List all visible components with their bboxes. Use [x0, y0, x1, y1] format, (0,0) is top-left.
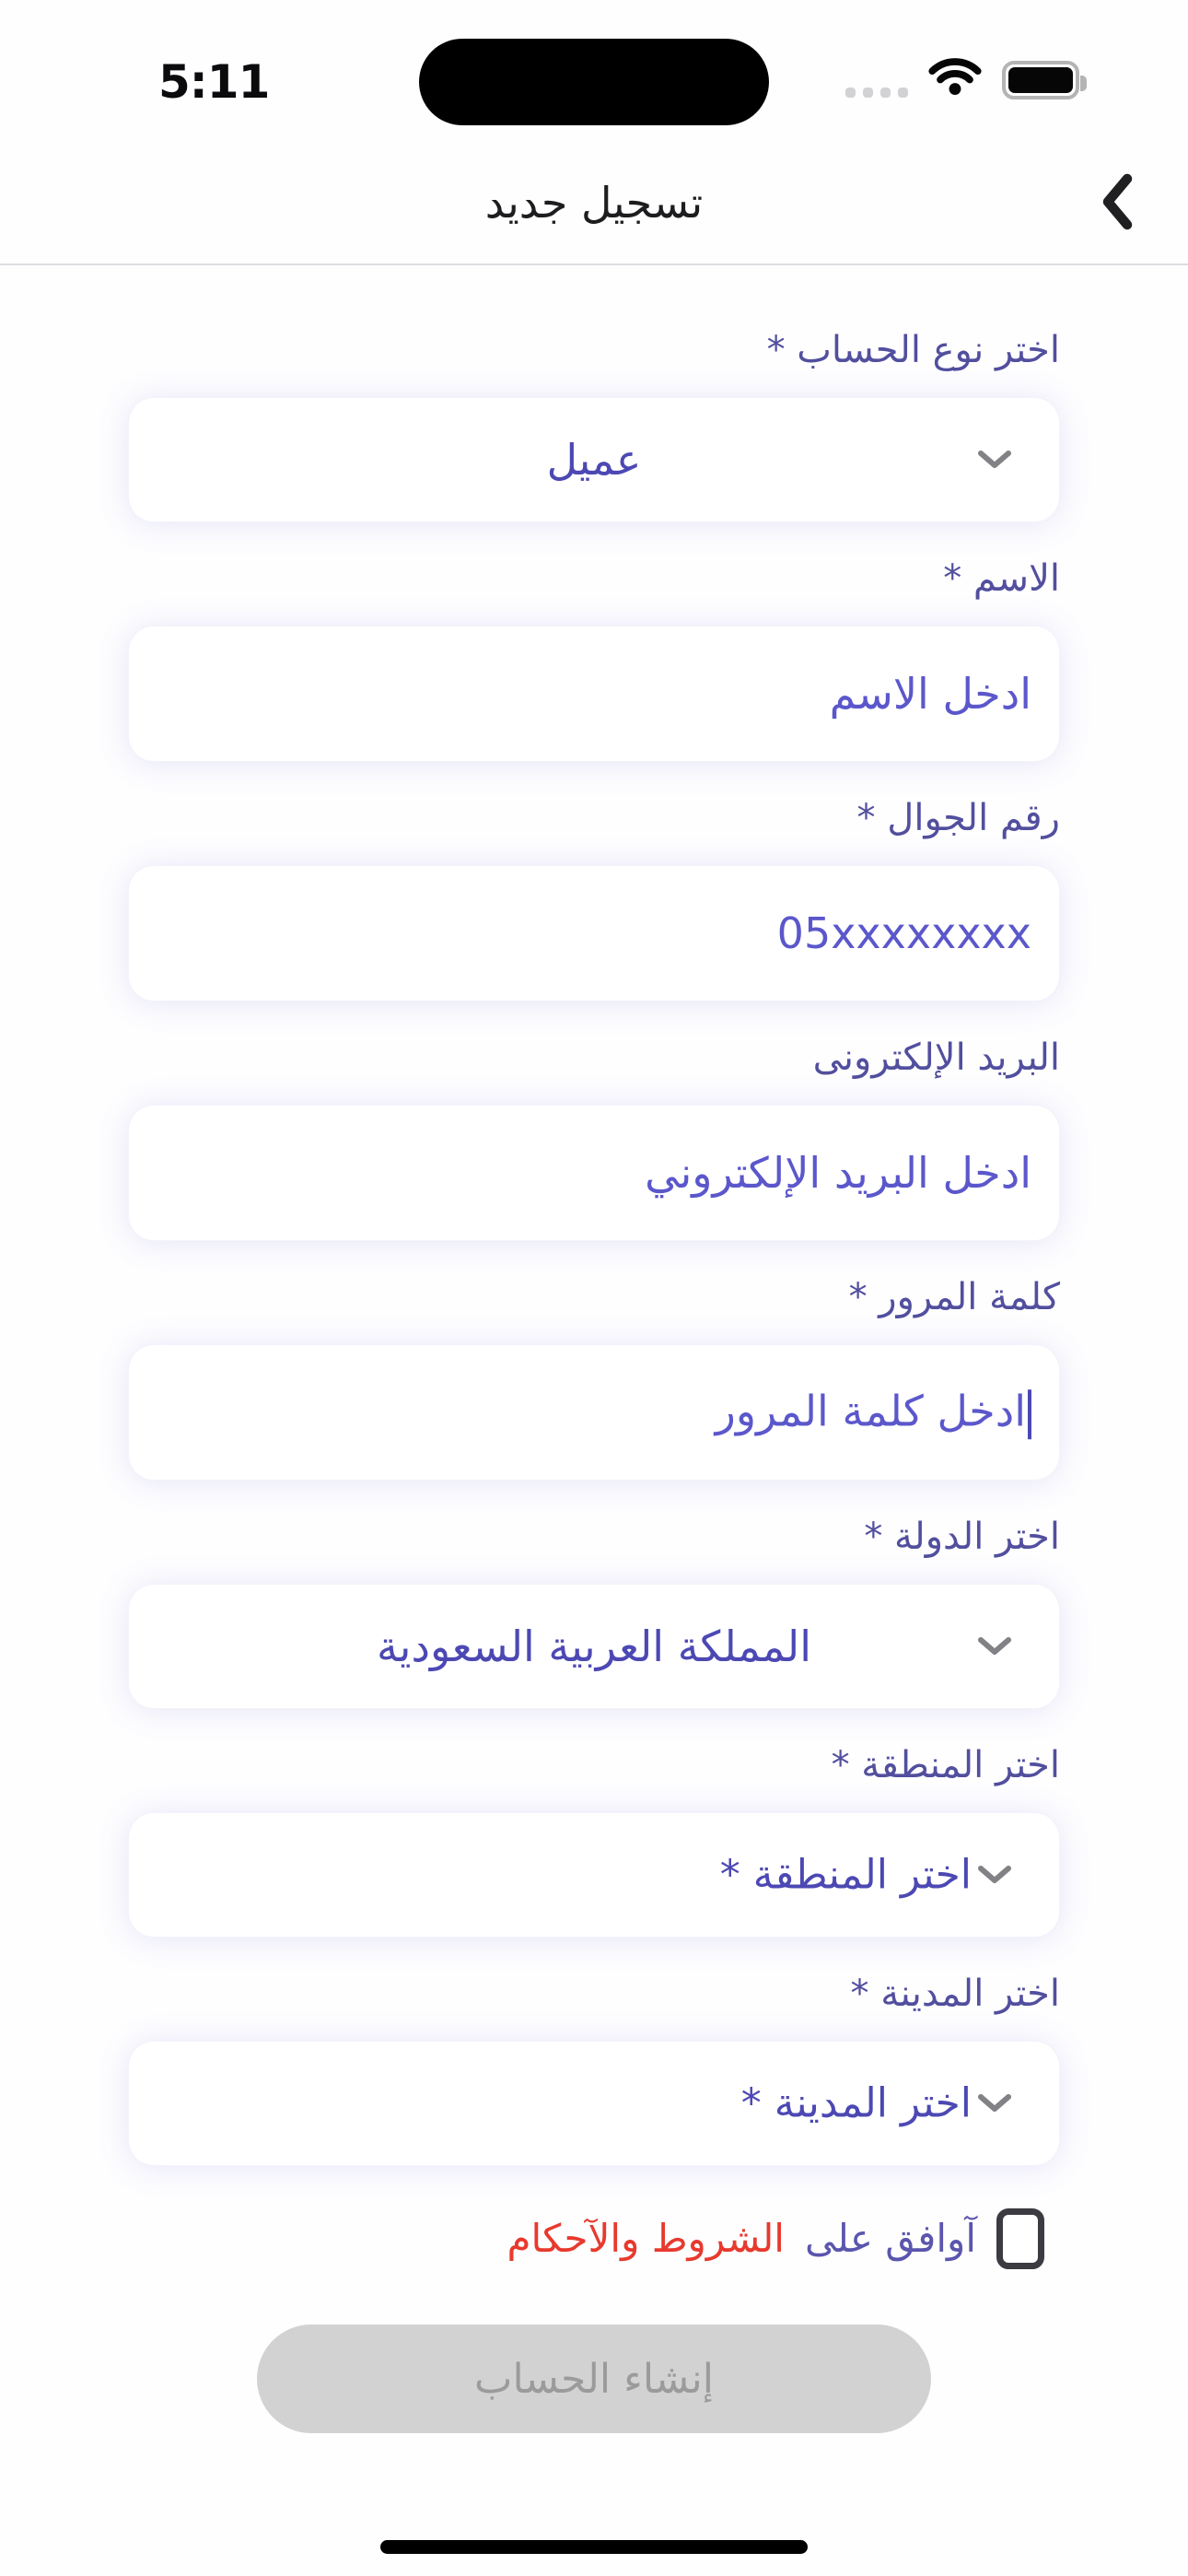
account-type-select[interactable]	[128, 397, 1060, 522]
city-select[interactable]	[128, 2041, 1060, 2166]
field-region	[128, 1742, 1060, 1938]
dynamic-island	[419, 39, 769, 125]
registration-form	[0, 327, 1188, 2433]
country-value: المملكة العربية السعودية	[377, 1622, 811, 1671]
terms-checkbox[interactable]	[996, 2208, 1044, 2269]
terms-link[interactable]: الشروط والآحكام	[507, 2216, 785, 2261]
nav-bar	[0, 129, 1188, 265]
field-country	[128, 1514, 1060, 1709]
password-input[interactable]	[128, 1344, 1060, 1481]
chevron-left-icon	[1101, 172, 1136, 231]
text-cursor	[1028, 1389, 1031, 1439]
email-input[interactable]	[128, 1105, 1060, 1241]
name-placeholder: ادخل الاسم	[829, 669, 1031, 719]
battery-icon	[1002, 61, 1079, 100]
cellular-signal-dots-icon	[845, 88, 908, 98]
chevron-down-icon	[976, 1864, 1013, 1886]
password-placeholder: ادخل كلمة المرور	[715, 1386, 1026, 1436]
terms-agree-text: آوافق على	[804, 2216, 976, 2261]
city-placeholder: اختر المدينة *	[740, 2079, 972, 2127]
field-account-type	[128, 327, 1060, 522]
email-label: البريد الإلكترونى	[812, 1036, 1060, 1079]
city-label: اختر المدينة *	[850, 1973, 1060, 2015]
field-name	[128, 556, 1060, 762]
wifi-icon	[926, 51, 984, 100]
mobile-input[interactable]	[128, 865, 1060, 1001]
field-password	[128, 1274, 1060, 1481]
email-placeholder: ادخل البريد الإلكتروني	[645, 1148, 1031, 1198]
create-account-button[interactable]: إنشاء الحساب	[257, 2324, 931, 2433]
region-select[interactable]	[128, 1812, 1060, 1938]
page-title: تسجيل جديد	[484, 178, 704, 228]
name-input[interactable]	[128, 626, 1060, 762]
mobile-placeholder: 05xxxxxxxx	[776, 908, 1031, 958]
region-label: اختر المنطقة *	[831, 1744, 1060, 1786]
region-placeholder: اختر المنطقة *	[719, 1851, 972, 1899]
back-button[interactable]	[1098, 170, 1138, 234]
field-email	[128, 1035, 1060, 1241]
account-type-label: اختر نوع الحساب *	[766, 329, 1060, 371]
password-label: كلمة المرور *	[848, 1276, 1060, 1318]
status-bar	[0, 0, 1188, 129]
country-select[interactable]	[128, 1584, 1060, 1709]
chevron-down-icon	[976, 2092, 1013, 2114]
chevron-down-icon	[976, 449, 1013, 471]
account-type-value: عميل	[546, 435, 642, 485]
chevron-down-icon	[976, 1635, 1013, 1657]
terms-row	[128, 2208, 1060, 2269]
home-indicator[interactable]	[380, 2540, 808, 2554]
name-label: الاسم *	[943, 557, 1060, 600]
password-placeholder-wrap	[166, 1386, 1031, 1439]
status-icons	[845, 55, 1079, 100]
field-mobile	[128, 795, 1060, 1001]
mobile-label: رقم الجوال *	[856, 797, 1060, 839]
country-label: اختر الدولة *	[864, 1516, 1060, 1558]
field-city	[128, 1971, 1060, 2166]
status-time: 5:11	[158, 55, 270, 109]
